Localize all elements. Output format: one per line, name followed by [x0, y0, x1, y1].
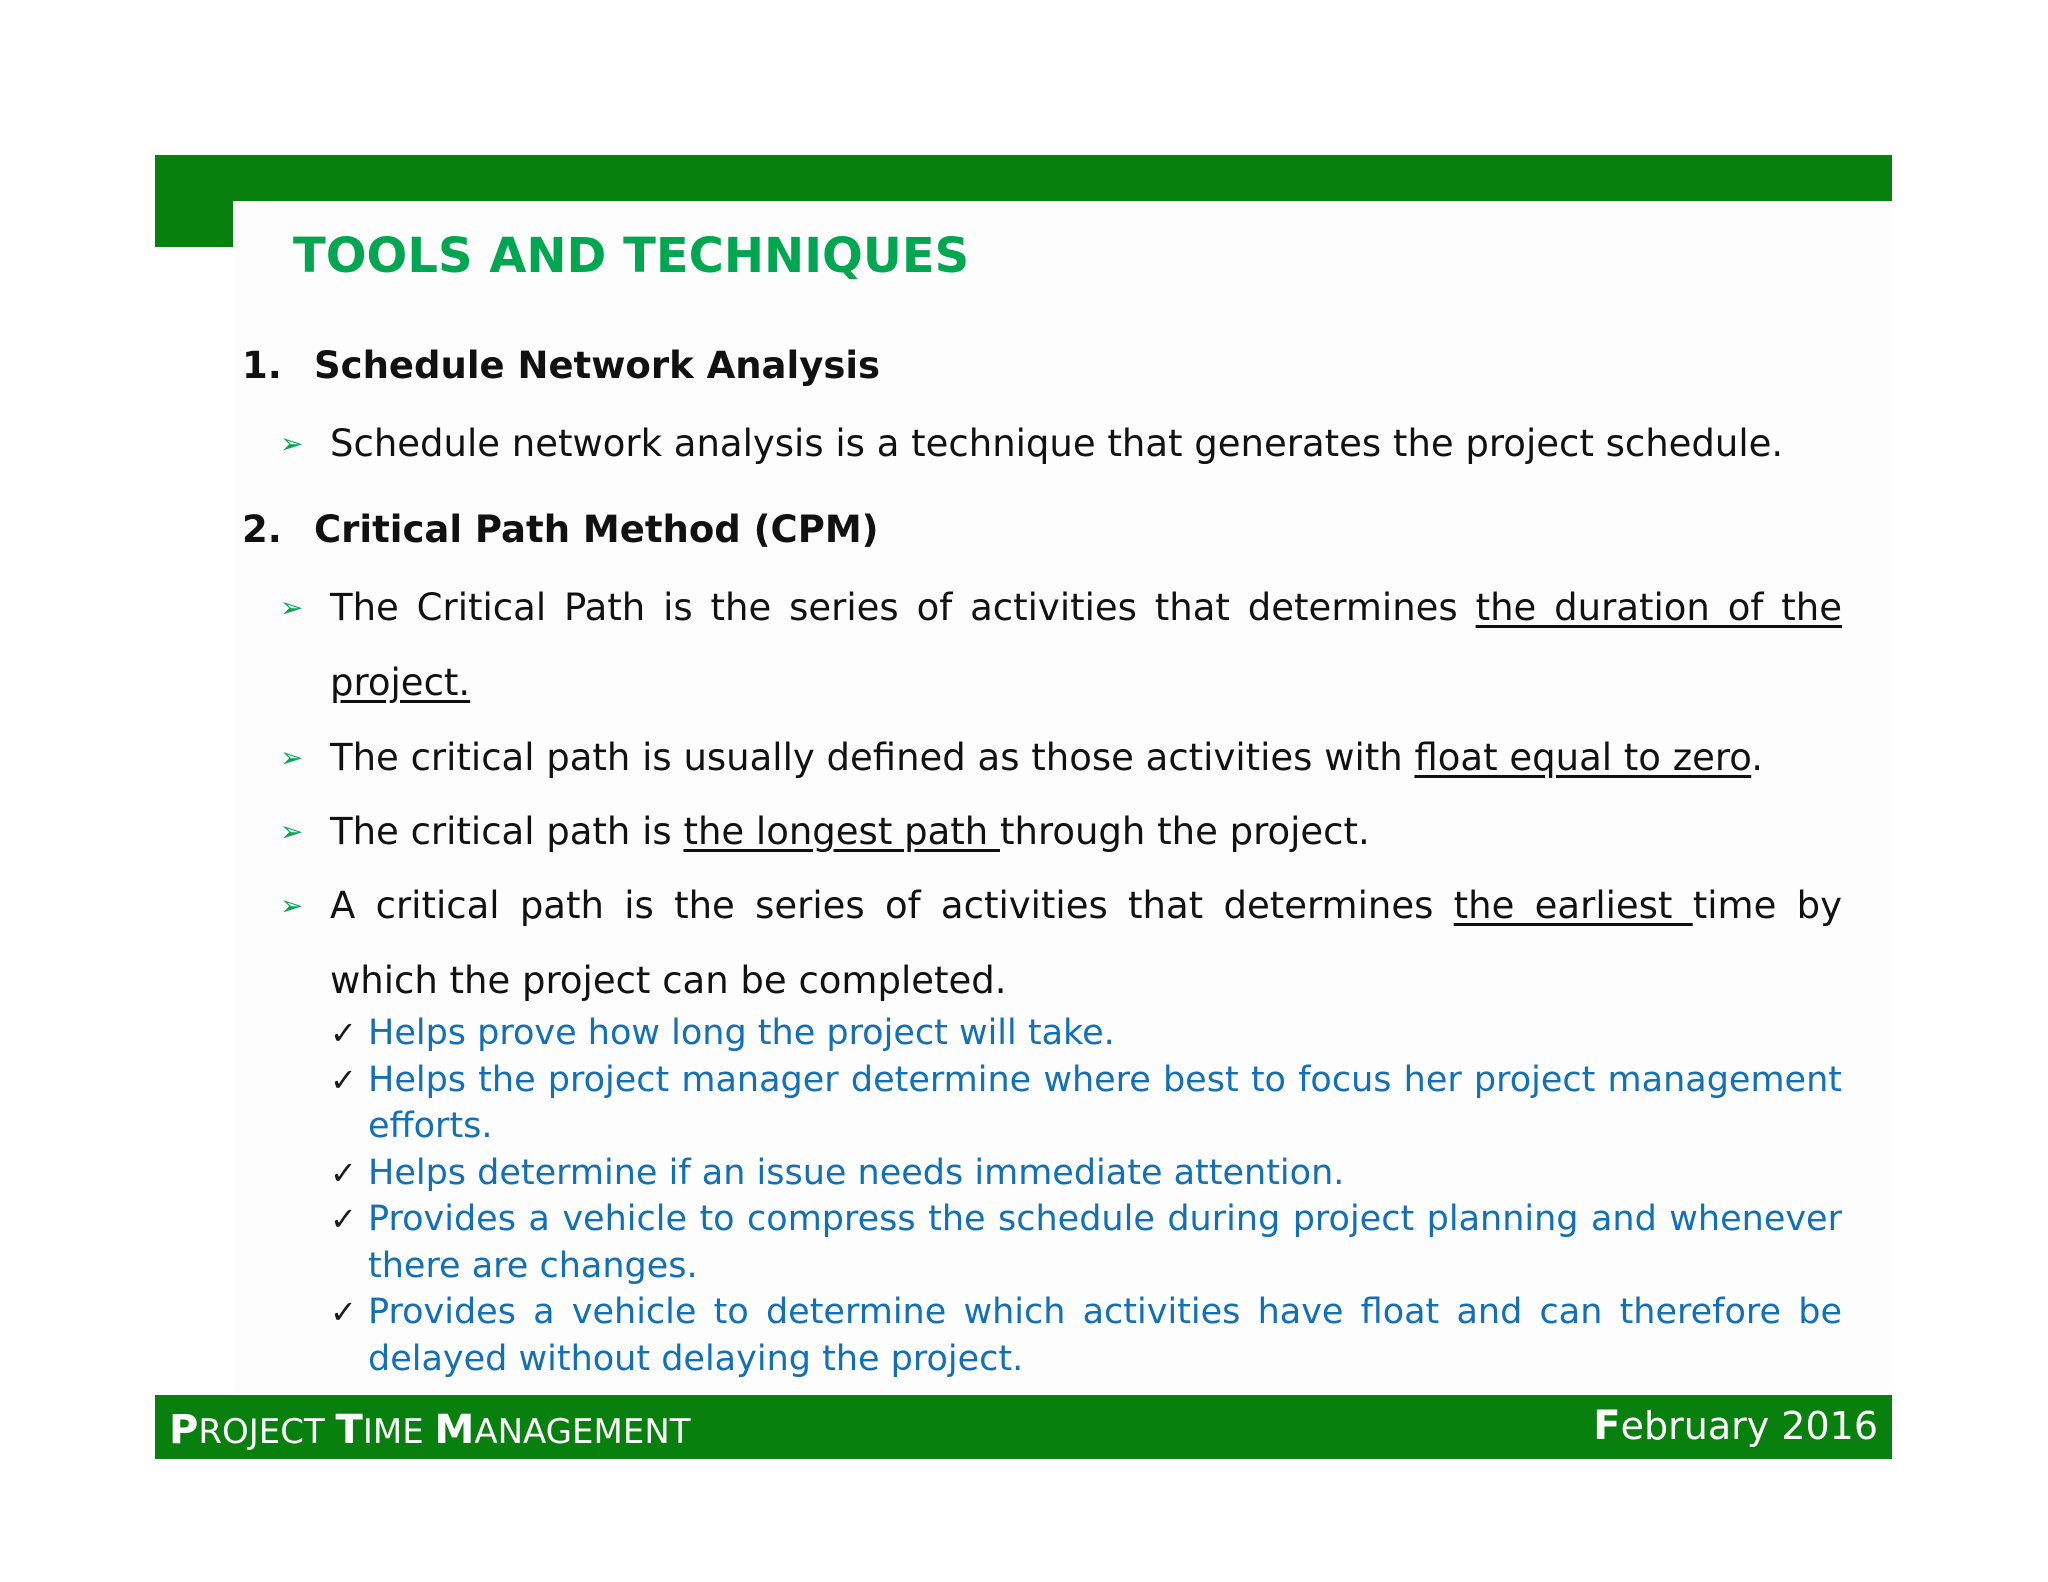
underlined-phrase: the duration of the project.: [330, 586, 1842, 704]
bullet-item: [280, 570, 1842, 720]
section-number: 1.: [242, 344, 282, 387]
arrow-bullet-icon: ➢: [280, 741, 304, 774]
bullet-item: [280, 868, 1842, 1018]
bullet-text: The critical path is the longest path through the project.: [330, 810, 1370, 853]
checkmark-icon: ✓: [330, 1153, 357, 1192]
benefits-list: [330, 1010, 1842, 1382]
underlined-phrase: the longest path: [683, 810, 1000, 853]
slide-title: TOOLS AND TECHNIQUES: [293, 228, 970, 284]
header-tab: [155, 155, 233, 247]
header-bar: [155, 155, 1892, 201]
list-item: ✓ Provides a vehicle to determine which activities have float and can therefore be delayed without delaying the project.: [330, 1289, 1842, 1382]
list-item: ✓ Helps prove how long the project will take.: [330, 1010, 1842, 1057]
list-item: ✓ Helps determine if an issue needs immediate attention.: [330, 1150, 1842, 1197]
footer-title: PROJECT TIME MANAGEMENT: [169, 1407, 691, 1453]
checkmark-icon: ✓: [330, 1060, 357, 1099]
bullet-item: [280, 794, 1842, 869]
section-title: Critical Path Method (CPM): [314, 508, 879, 551]
bullet-text: Schedule network analysis is a technique that generates the project schedule.: [330, 422, 1784, 465]
arrow-bullet-icon: ➢: [280, 815, 304, 848]
bullet-text: The critical path is usually defined as those activities with float equal to zero.: [330, 736, 1764, 779]
list-item: ✓ Provides a vehicle to compress the schedule during project planning and whenever there are changes.: [330, 1196, 1842, 1289]
footer-date: February 2016: [1593, 1403, 1878, 1449]
underlined-phrase: the earliest: [1453, 884, 1693, 927]
section-title: Schedule Network Analysis: [314, 344, 881, 387]
section-heading-1: [242, 344, 880, 387]
section-heading-2: [242, 508, 879, 551]
section-number: 2.: [242, 508, 282, 551]
checkmark-icon: ✓: [330, 1293, 357, 1331]
bullet-text: A critical path is the series of activities that determines the earliest time by which the project can be completed.: [330, 884, 1843, 1002]
bullet-item: [280, 406, 1842, 481]
list-item: ✓ Helps the project manager determine where best to focus her project management efforts.: [330, 1057, 1842, 1150]
arrow-bullet-icon: ➢: [280, 591, 304, 624]
arrow-bullet-icon: ➢: [280, 427, 304, 460]
checkmark-icon: ✓: [330, 1014, 357, 1052]
underlined-phrase: float equal to zero: [1414, 736, 1752, 779]
bullet-item: [280, 720, 1842, 795]
arrow-bullet-icon: ➢: [280, 889, 304, 922]
bullet-text: The Critical Path is the series of activities that determines the duration of the project.: [330, 586, 1842, 704]
checkmark-icon: ✓: [330, 1200, 357, 1238]
footer-bar: [155, 1395, 1892, 1459]
